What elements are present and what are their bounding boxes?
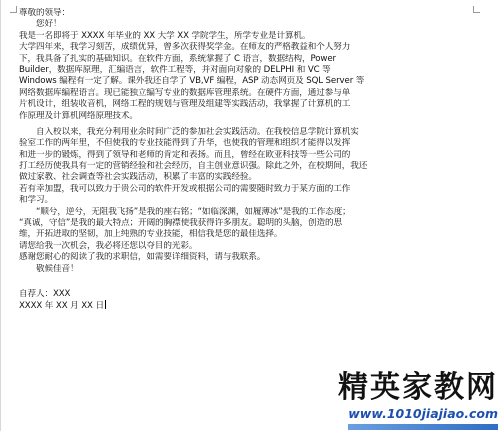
body-line: 若有幸加盟，我可以致力于贵公司的软件开发或根据公司的需要随时致力于某方面的工作 (19, 183, 351, 194)
body-line: 网络数据库编程语言。现已能独立编写专业的数据库管理系统。在硬件方面，通过参与单 (19, 87, 351, 98)
body-line: 我是一名即将于 XXXX 年毕业的 XX 大学 XX 学院学生，所学专业是计算机。 (19, 30, 311, 41)
body-line: 大学四年来，我学习刻苦，成绩优异，曾多次获得奖学金。在师友的严格教益和个人努力 (19, 42, 351, 53)
watermark-stripe (348, 424, 498, 430)
watermark-url: www.1010jiajiao.com (348, 406, 498, 421)
body-line: Builder，数据库原理，汇编语言，软件工程等，并对面向对象的 DELPHI 和 VC 等 (19, 64, 331, 75)
body-line: “顺兮，逆兮，无阻我飞扬”是我的座右铭；“如临深渊，如履薄冰”是我的工作态度； (19, 206, 351, 217)
body-line: 打工经历使我具有一定的营销经验和社会经历，自主创业意识强。除此之外，在校期间，我还 (19, 161, 368, 172)
body-line: 和学习。 (19, 195, 53, 206)
closing-line: 敬候佳音！ (19, 263, 79, 274)
body-line: 请您给我一次机会，我必将还您以夺目的光彩。 (19, 240, 198, 251)
signature-date (19, 300, 481, 311)
signature-name: 自荐人：XXX (19, 288, 71, 299)
body-line: 作原理及计算机网络原理技术。 (19, 110, 138, 121)
page-margin-corner-marker (10, 6, 17, 13)
salutation: 尊敬的领导： (19, 8, 70, 18)
body-line: 和进一步的锻炼，得到了领导和老师的肯定和表扬。而且，曾经在欧亚科技等一些公司的 (19, 149, 351, 160)
body-line: 片机设计，组装收音机，网络工程的规划与管理及组建等实践活动，我掌握了计算机的工 (19, 99, 351, 110)
body-line: “真诚，守信”是我的最大特点；开阔的胸襟使我获得许多朋友。聪明的头脑，创造的思 (19, 218, 342, 229)
watermark-logo (326, 370, 498, 430)
signature-date-text: XXXX 年 XX 月 XX 日 (19, 301, 104, 312)
body-line: 自入校以来，我充分利用业余时间广泛的参加社会实践活动。在我校信息学院计算机实 (19, 126, 359, 137)
watermark-title: 精英家教网 (338, 370, 498, 405)
greeting: 您好！ (19, 19, 62, 30)
body-line: 下，我具备了扎实的基础知识。在软件方面，系统掌握了 C 语言，数据结构，Power (19, 53, 336, 64)
body-line: 做过家教、社会调查等社会实践活动，积累了丰富的实践经验。 (19, 172, 257, 183)
body-line: 维，开拓进取的坚韧，加上纯熟的专业技能，相信我是您的最佳选择。 (19, 229, 283, 240)
text-cursor (105, 300, 106, 309)
document-body[interactable] (19, 8, 481, 312)
body-line: 验室工作的两年里，不但使我的专业技能得到了升华，也使我的管理和组织才能得以发挥 (19, 138, 351, 149)
body-line: Windows 编程有一定了解。课外我还自学了 VB,VF 编程，ASP 动态网页及 SQL Server 等 (19, 76, 365, 87)
body-line: 感谢您耐心的阅读了我的求职信，如需要详细资料，请与我联系。 (19, 252, 266, 263)
